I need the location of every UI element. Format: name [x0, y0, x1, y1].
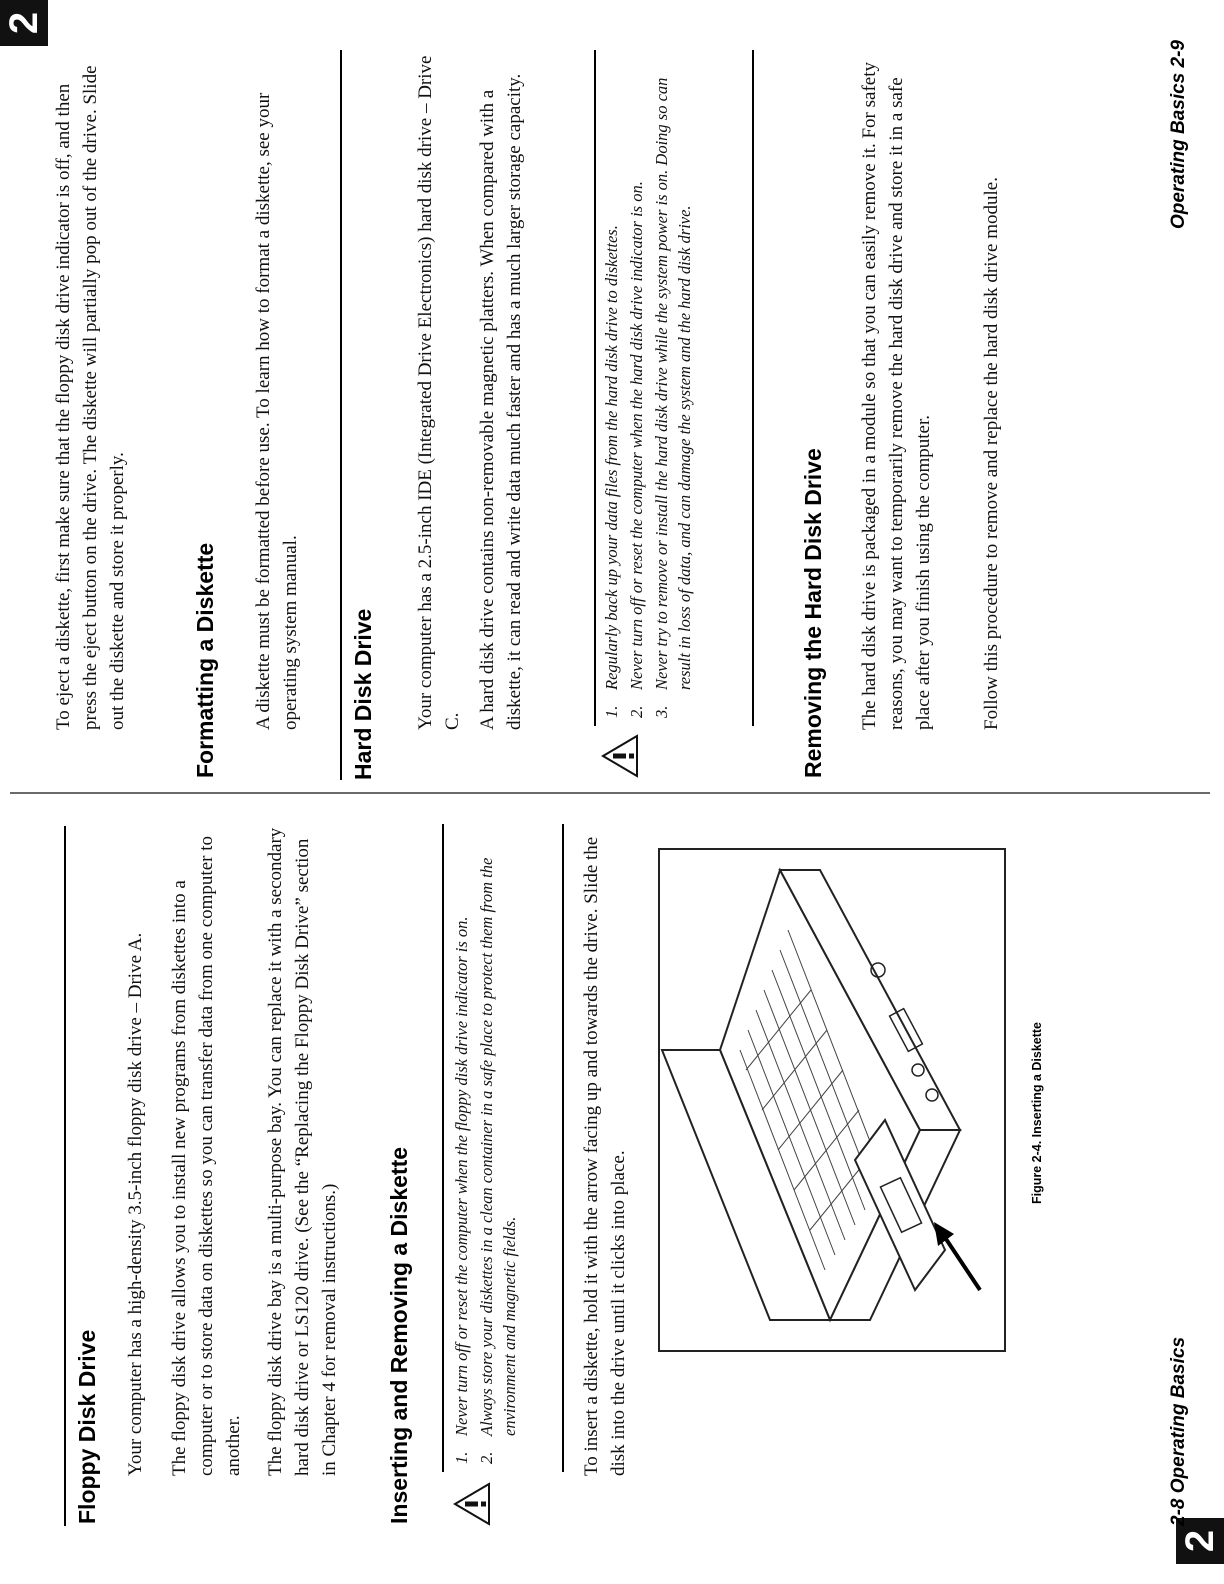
caution-item-text: Regularly back up your data files from the hard disk drive to diskettes.: [602, 225, 621, 690]
caution-item-number: 3.: [652, 705, 671, 718]
caution-item-text: Always store your diskettes in a clean container in a safe place to protect them from the environment and magnetic fields.: [477, 857, 519, 1436]
removing-paragraph-1: The hard disk drive is packaged in a module so that you can easily remove it. For safety reasons, you may want to temporarily remove the hard disk drive and store it in a safe place after you finish using the computer.: [859, 62, 934, 730]
hdd-caution-list: [600, 50, 698, 718]
heading-rule: [340, 50, 342, 780]
figure-inserting-diskette: [658, 848, 1006, 1352]
chapter-tab-marker: 2: [1176, 1518, 1224, 1564]
laptop-diskette-illustration: [660, 850, 1004, 1350]
hdd-paragraph-2: A hard disk drive contains non-removable magnetic platters. When compared with a diskette, it can read and write data much faster and has a much larger storage capacity.: [477, 73, 525, 730]
section-heading-hard-disk: Hard Disk Drive: [350, 608, 376, 780]
chapter-tab-marker: 2: [0, 0, 48, 46]
page-gutter: [10, 792, 1210, 794]
page-footer-left: 2-8 Operating Basics: [1168, 1336, 1189, 1526]
caution-item: [475, 824, 521, 1464]
caution-item: [625, 50, 648, 718]
hdd-paragraph-1: Your computer has a 2.5-inch IDE (Integrated Drive Electronics) hard disk drive – Drive C.: [415, 55, 463, 730]
floppy-paragraph-3: The floppy disk drive bay is a multi-purpose bay. You can replace it with a secondary hard disk drive or LS120 drive. (See the “Replacing the Floppy Disk Drive” section in Chapter 4 for removal instructions.): [265, 827, 340, 1476]
inserting-paragraph-1: To insert a diskette, hold it with the arrow facing up and towards the drive. Slide the disk into the drive until it clicks into place.: [581, 836, 629, 1476]
eject-paragraph: To eject a diskette, first make sure that the floppy disk drive indicator is off, and then press the eject button on the drive. The diskette will partially pop out of the drive. Slide out the diskette and store it properly.: [53, 65, 128, 730]
caution-warning-icon: [452, 1482, 492, 1526]
caution-item: [450, 824, 473, 1464]
caution-item: [600, 50, 623, 718]
caution-item-text: Never turn off or reset the computer when the floppy disk drive indicator is on.: [452, 916, 471, 1436]
floppy-paragraph-1: Your computer has a high-density 3.5-inch floppy disk drive – Drive A.: [125, 932, 146, 1476]
left-page: [0, 792, 1224, 1584]
caution-item-text: Never turn off or reset the computer when the hard disk drive indicator is on.: [627, 181, 646, 690]
figure-caption: Figure 2-4. Inserting a Diskette: [1030, 1022, 1044, 1204]
section-heading-formatting: Formatting a Diskette: [192, 542, 218, 778]
caution-item-number: 2.: [627, 705, 646, 718]
floppy-caution-list: [450, 824, 523, 1464]
section-heading-removing: Removing the Hard Disk Drive: [800, 448, 826, 778]
caution-top-rule: [442, 824, 444, 1472]
caution-item: [650, 50, 696, 718]
caution-bottom-rule: [562, 824, 564, 1472]
caution-warning-icon: [600, 734, 640, 778]
formatting-paragraph: A diskette must be formatted before use. To learn how to format a diskette, see your operating system manual.: [253, 92, 301, 730]
removing-paragraph-2: Follow this procedure to remove and replace the hard disk drive module.: [981, 177, 1002, 730]
section-heading-inserting: Inserting and Removing a Diskette: [386, 1146, 412, 1524]
caution-bottom-rule: [752, 50, 754, 726]
caution-item-number: 2.: [477, 1451, 496, 1464]
section-heading-floppy: Floppy Disk Drive: [74, 1329, 100, 1524]
caution-item-number: 1.: [602, 705, 621, 718]
page-footer-right: Operating Basics 2-9: [1168, 40, 1189, 230]
caution-item-number: 1.: [452, 1451, 471, 1464]
floppy-paragraph-2: The floppy disk drive allows you to install new programs from diskettes into a computer or to store data on diskettes so you can transfer data from one computer to another.: [169, 836, 244, 1476]
caution-top-rule: [594, 50, 596, 726]
heading-rule: [64, 826, 66, 1526]
caution-item-text: Never try to remove or install the hard disk drive while the system power is on. Doing so can result in loss of data, and can damage the system and the hard disk drive.: [652, 77, 694, 690]
